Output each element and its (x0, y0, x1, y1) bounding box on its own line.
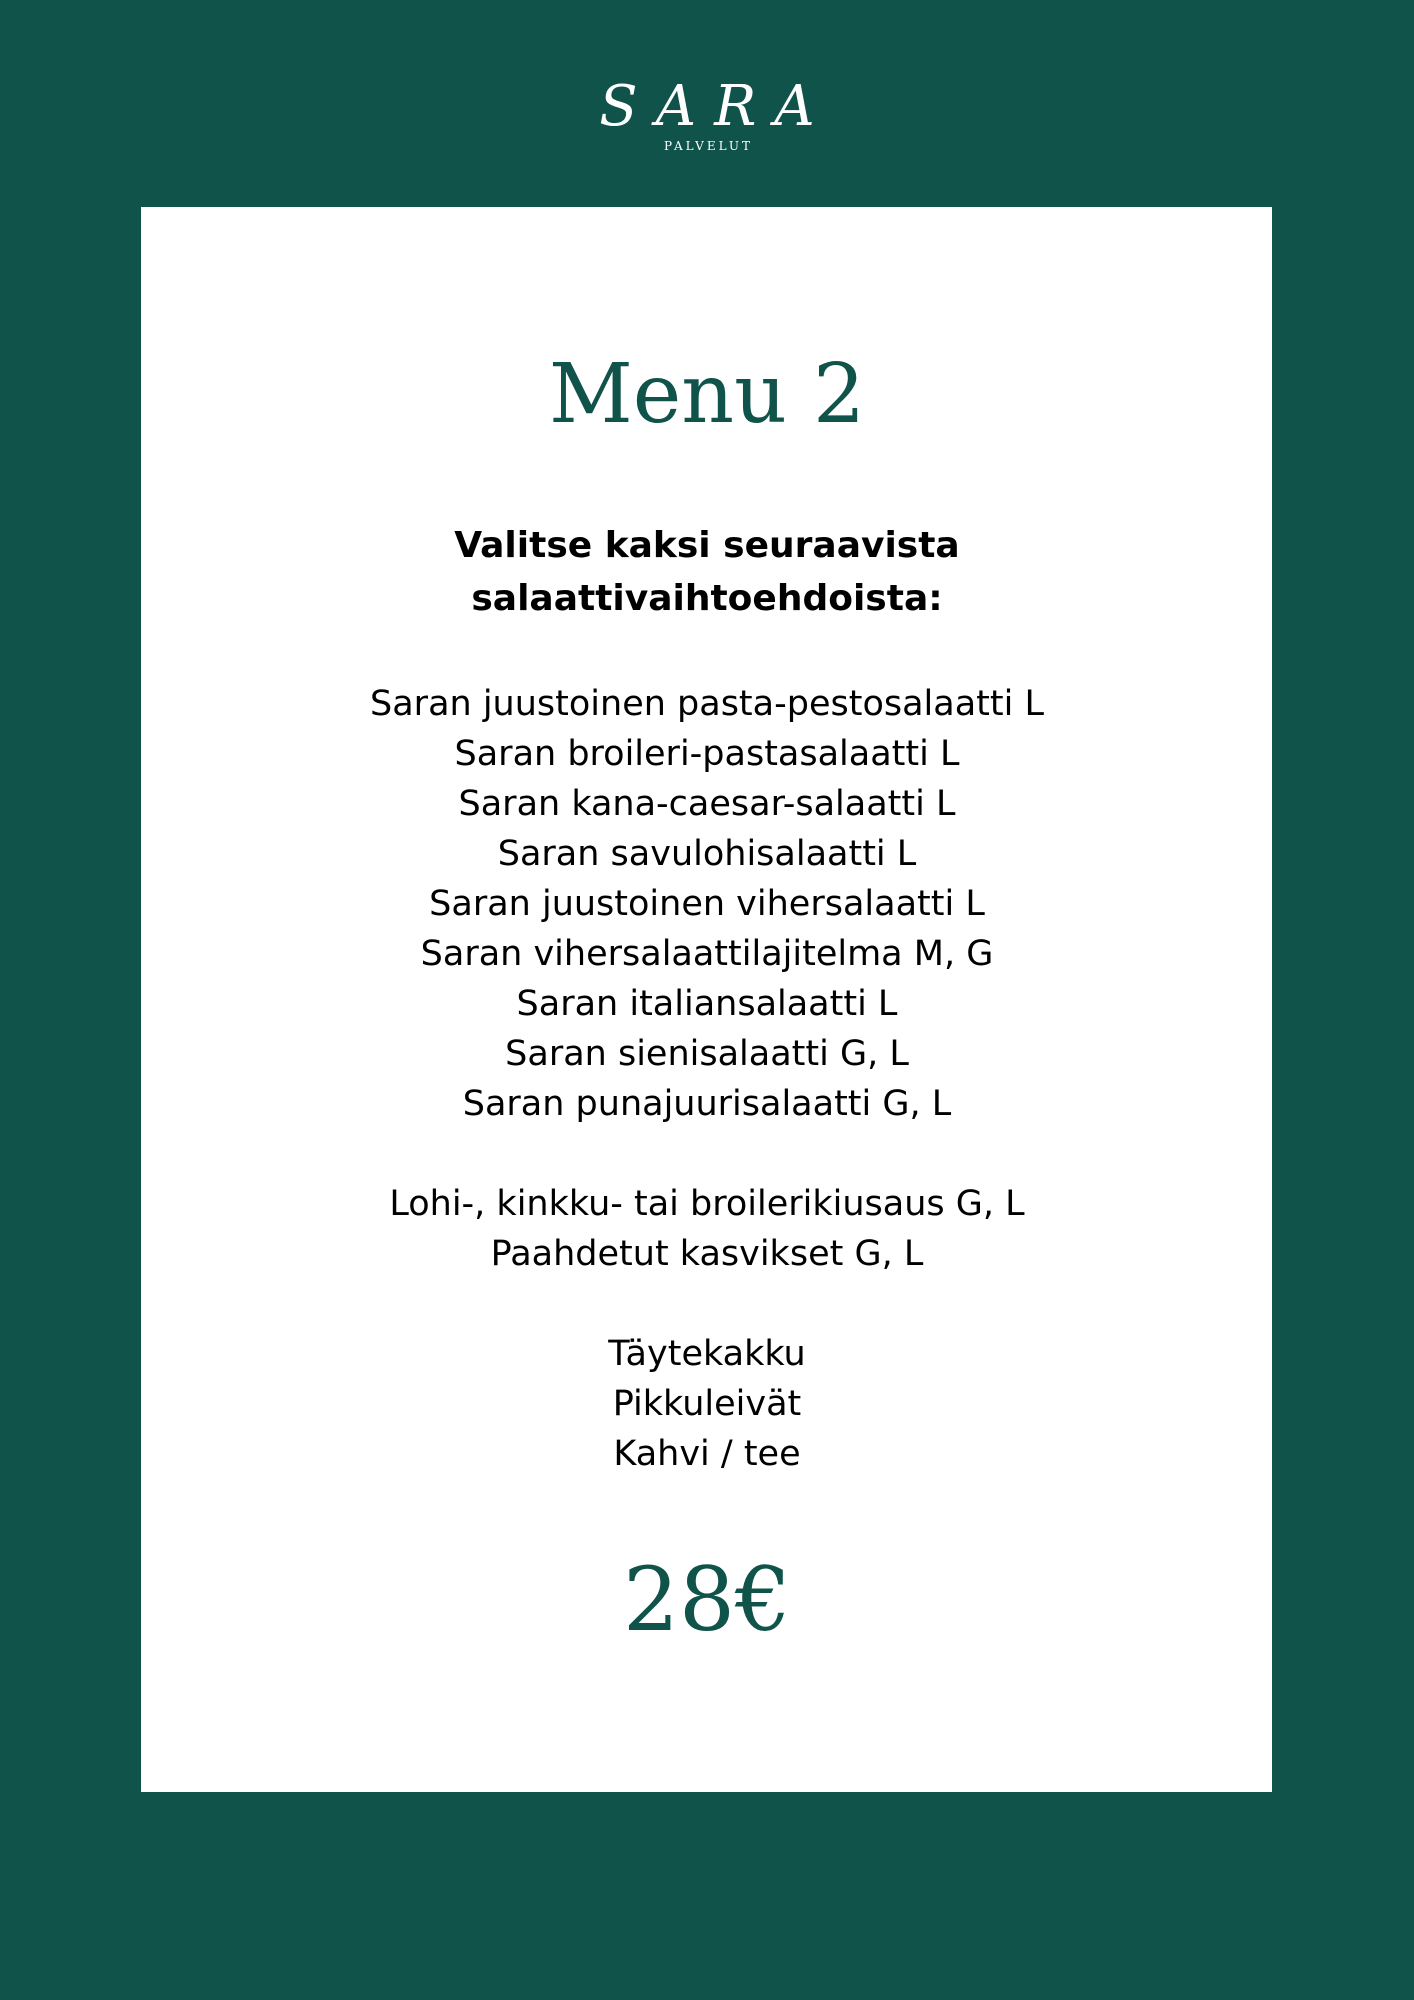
menu-intro (0, 519, 1414, 625)
salad-item: Saran broileri-pastasalaatti L (454, 734, 960, 774)
intro-line: Valitse kaksi seuraavista (454, 525, 960, 566)
logo-subtitle: PALVELUT (663, 139, 754, 153)
salad-item: Saran sienisalaatti G, L (505, 1034, 909, 1074)
menu-title: Menu 2 (548, 347, 866, 442)
dessert-item: Pikkuleivät (612, 1384, 802, 1424)
salad-item: Saran kana-caesar-salaatti L (458, 784, 956, 824)
intro-line: salaattivaihtoehdoista: (471, 578, 943, 619)
main-course-item: Paahdetut kasvikset G, L (490, 1234, 924, 1274)
brand-logo (0, 76, 1414, 154)
main-course-item: Lohi-, kinkku- tai broilerikiusaus G, L (389, 1184, 1025, 1224)
dessert-item: Täytekakku (608, 1334, 806, 1374)
dessert-item: Kahvi / tee (613, 1434, 801, 1474)
dessert-list (0, 1329, 1414, 1479)
salad-item: Saran juustoinen vihersalaatti L (429, 884, 985, 924)
salad-item: Saran juustoinen pasta-pestosalaatti L (370, 684, 1044, 724)
menu-price: 28€ (623, 1548, 791, 1651)
logo-name: SARA (599, 74, 833, 139)
salad-item: Saran vihersalaattilajitelma M, G (420, 934, 994, 974)
main-course-list (0, 1179, 1414, 1279)
salad-item: Saran punajuurisalaatti G, L (462, 1084, 952, 1124)
salad-list (0, 679, 1414, 1129)
salad-item: Saran italiansalaatti L (516, 984, 898, 1024)
salad-item: Saran savulohisalaatti L (497, 834, 917, 874)
